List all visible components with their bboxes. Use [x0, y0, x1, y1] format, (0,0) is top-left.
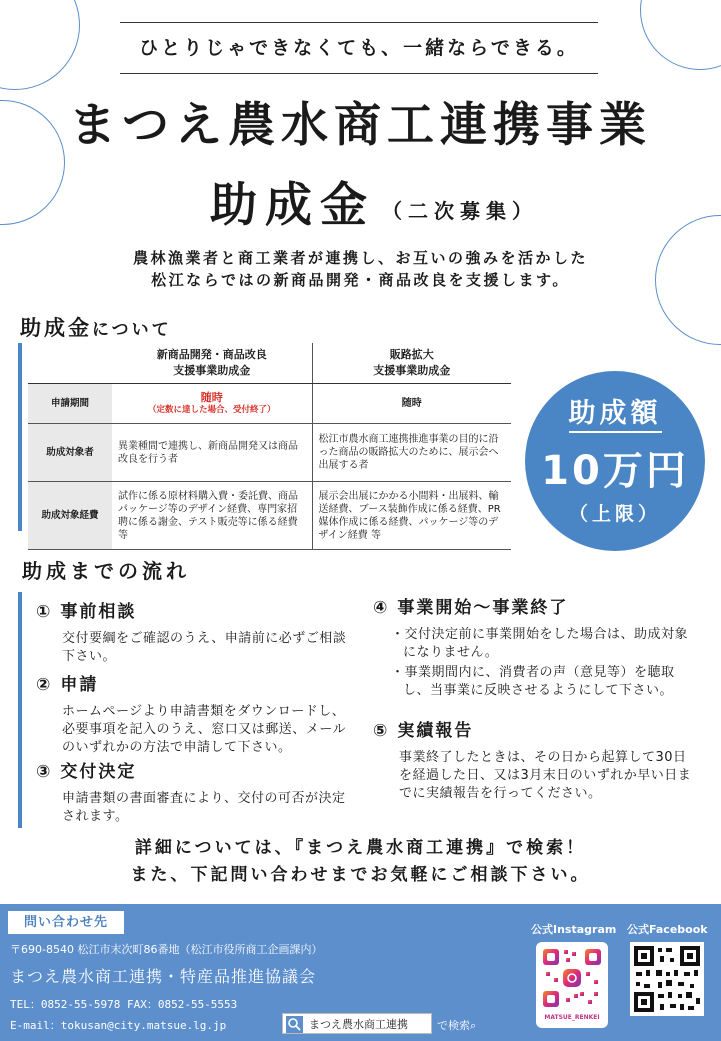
search-box[interactable] — [282, 1013, 432, 1034]
row-label: 助成対象者 — [28, 424, 112, 482]
application-period-note: （定数に達した場合、受付終了） — [147, 404, 276, 415]
row-cell — [112, 384, 312, 424]
row-cell: 異業種間で連携し、新商品開発又は商品改良を行う者 — [112, 424, 312, 482]
row-cell: 松江市農水商工連携推進事業の目的に沿った商品の販路拡大のために、展示会へ出展する者 — [312, 424, 511, 482]
contact-label: 問い合わせ先 — [8, 911, 124, 934]
step-2-number: ② — [36, 675, 53, 695]
flow-step-3 — [36, 757, 351, 826]
instagram-caption: MATSUE_RENKEI — [544, 1014, 600, 1021]
catchphrase: ひとりじゃできなくても、一緒ならできる。 — [120, 22, 598, 74]
application-period-value: 随時 — [200, 390, 223, 404]
step-1-title — [36, 597, 351, 622]
step-1-number: ① — [36, 602, 53, 622]
closing-message — [0, 835, 721, 889]
col1-header — [112, 343, 312, 384]
intro-line-1: 農林漁業者と商工業者が連携し、お互いの強みを活かした — [132, 249, 588, 267]
search-suffix — [437, 1017, 476, 1033]
row-cell: 展示会出展にかかる小間料・出展料、輸送経費、ブース装飾作成に係る経費、PR媒体作成に係る経費、パッケージ等のデザイン経費 等 — [312, 482, 511, 550]
badge-limit: （上限） — [568, 503, 661, 525]
flow-accent-bar — [18, 592, 22, 828]
table-row — [28, 482, 511, 550]
recruitment-round: （二次募集） — [382, 199, 538, 223]
step-4-bullet-1: ・交付決定前に事業開始をした場合は、助成対象になりません。 — [391, 627, 689, 660]
row-cell: 随時 — [312, 384, 511, 424]
decor-circle-top-left — [0, 0, 80, 90]
table-corner — [28, 343, 112, 384]
step-4-number: ④ — [373, 598, 390, 618]
flow-step-2 — [36, 670, 351, 757]
step-2-text: ホームページより申請書類をダウンロードし、必要事項を記入のうえ、窓口又は郵送、メールのいずれかの方法で申請して下さい。 — [62, 704, 347, 755]
step-2-title-text: 申請 — [60, 675, 99, 695]
step-3-text: 申請書類の書面審査により、交付の可否が決定されます。 — [62, 791, 346, 824]
step-5-title — [373, 716, 698, 741]
step-4-title-text: 事業開始～事業終了 — [397, 598, 569, 618]
flow-heading: 助成までの流れ — [22, 559, 190, 583]
instagram-qr-icon — [536, 942, 608, 1014]
footer-phone: TEL：0852-55-5978 FAX：0852-55-5553 — [10, 998, 238, 1011]
badge-label-wrap — [525, 391, 705, 430]
table-row — [28, 424, 511, 482]
intro-text — [0, 247, 721, 291]
footer-organization: まつえ農水商工連携・特産品推進協議会 — [10, 967, 317, 986]
table-row — [28, 384, 511, 424]
instagram-label: 公式Instagram — [531, 923, 617, 936]
facebook-qr-icon — [630, 942, 704, 1016]
step-1-text: 交付要綱をご確認のうえ、申請前に必ずご相談下さい。 — [62, 631, 347, 664]
grant-table — [28, 343, 511, 550]
about-heading-big: 助成金 — [20, 316, 92, 340]
closing-line-2: また、下記問い合わせまでお気軽にご相談下さい。 — [130, 865, 591, 885]
table-accent-bar — [18, 343, 22, 531]
step-3-number: ③ — [36, 762, 53, 782]
footer-address: 〒690-8540 松江市末次町86番地（松江市役所商工企画課内） — [10, 943, 323, 956]
step-3-title — [36, 757, 351, 782]
flow-step-1 — [36, 597, 351, 666]
step-4-title — [373, 593, 698, 618]
about-heading — [20, 312, 172, 342]
flow-step-4 — [373, 593, 698, 700]
step-1-title-text: 事前相談 — [60, 602, 137, 622]
about-heading-small: について — [92, 320, 172, 340]
col2-header — [312, 343, 511, 384]
facebook-label: 公式Facebook — [627, 923, 708, 936]
search-suffix-text: で検索 — [437, 1019, 470, 1032]
grant-amount-badge — [525, 371, 705, 551]
col1-header-line1: 新商品開発・商品改良 — [156, 348, 267, 361]
search-icon — [286, 1016, 303, 1033]
closing-line-1: 詳細については、『まつえ農水商工連携』で検索！ — [134, 838, 587, 858]
facebook-qr-code[interactable] — [630, 942, 704, 1016]
row-label: 助成対象経費 — [28, 482, 112, 550]
magnifier-icon: ⌕ — [470, 1019, 477, 1032]
col2-header-line1: 販路拡大 — [389, 348, 434, 361]
search-term: まつえ農水商工連携 — [309, 1018, 408, 1031]
flow-step-5 — [373, 716, 698, 803]
footer-email[interactable]: E-mail：tokusan@city.matsue.lg.jp — [10, 1019, 227, 1032]
step-2-title — [36, 670, 351, 695]
table-header-row — [28, 343, 511, 384]
page-subtitle: 助成金 — [210, 178, 375, 233]
row-label: 申請期間 — [28, 384, 112, 424]
col2-header-line2: 支援事業助成金 — [373, 364, 451, 377]
badge-amount: 10万円 — [541, 448, 689, 494]
badge-label: 助成額 — [569, 398, 662, 433]
step-5-title-text: 実績報告 — [397, 721, 474, 741]
step-4-bullet-2: ・事業期間内に、消費者の声（意見等）を聴取し、当事業に反映させるようにして下さい。 — [391, 665, 675, 698]
row-cell: 試作に係る原材料購入費・委託費、商品パッケージ等のデザイン経費、専門家招聘に係る謝金、テスト販売等に係る経費 等 — [112, 482, 312, 550]
col1-header-line2: 支援事業助成金 — [173, 364, 251, 377]
page-title: まつえ農水商工連携事業 — [69, 98, 652, 153]
step-5-text: 事業終了したときは、その日から起算して30日を経過した日、又は3月末日のいずれか早い日までに実績報告を行ってください。 — [399, 750, 692, 801]
step-3-title-text: 交付決定 — [60, 762, 137, 782]
instagram-qr-code[interactable] — [536, 942, 608, 1028]
step-5-number: ⑤ — [373, 721, 390, 741]
decor-circle-top-right — [640, 0, 721, 70]
intro-line-2: 松江ならではの新商品開発・商品改良を支援します。 — [151, 271, 570, 289]
